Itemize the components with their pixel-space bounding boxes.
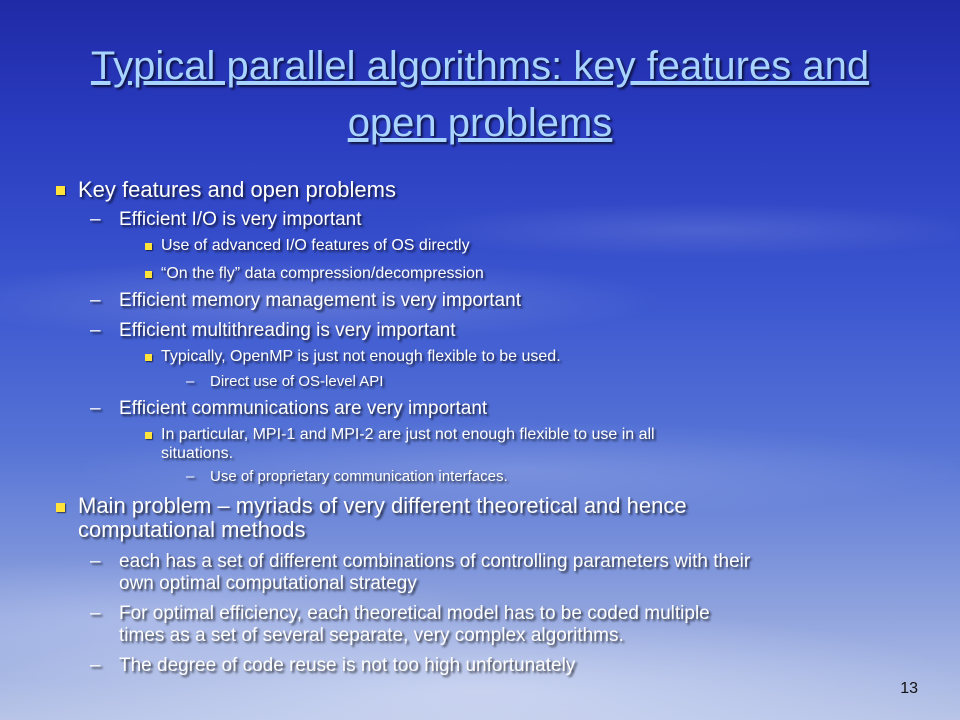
square-bullet-icon [145,243,152,250]
square-bullet-icon [56,503,65,512]
sub-bullet-optimal-efficiency: For optimal efficiency, each theoretical model has to be coded multiple [119,603,710,624]
bullet-main-problem: Main problem – myriads of very different theoretical and hence [78,493,687,518]
sub-bullet-code-reuse: The degree of code reuse is not too high unfortunately [119,655,576,676]
sub-bullet-memory: Efficient memory management is very important [119,290,521,311]
dash-bullet-icon: – [186,468,195,485]
dash-bullet-icon: – [90,398,101,419]
dash-bullet-icon: – [90,603,101,624]
dash-bullet-icon: – [90,551,101,572]
sub-sub-bullet-compression: “On the fly” data compression/decompression [161,265,484,282]
sub-bullet-parameters: each has a set of different combinations of controlling parameters with their [119,551,751,572]
square-bullet-icon [56,186,65,195]
sub-sub-bullet-openmp: Typically, OpenMP is just not enough flexible to be used. [161,348,561,365]
dash-bullet-icon: – [186,373,195,390]
sub-bullet-efficient-io: Efficient I/O is very important [119,209,362,230]
sub-bullet-parameters-cont: own optimal computational strategy [119,573,417,594]
dash-bullet-icon: – [90,320,101,341]
sub-sub-bullet-mpi-cont: situations. [161,445,234,462]
sub-sub-bullet-advanced-io: Use of advanced I/O features of OS directly [161,237,470,254]
dash-bullet-icon: – [90,290,101,311]
bullet-key-features: Key features and open problems [78,177,396,202]
slide-title[interactable]: Typical parallel algorithms: key features and open problems [90,44,870,145]
level4-proprietary: Use of proprietary communication interfaces. [210,468,508,485]
sub-bullet-multithreading: Efficient multithreading is very important [119,320,456,341]
level4-os-api: Direct use of OS-level API [210,373,384,390]
sub-sub-bullet-mpi: In particular, MPI-1 and MPI-2 are just not enough flexible to use in all [161,426,655,443]
square-bullet-icon [145,354,152,361]
dash-bullet-icon: – [90,209,101,230]
square-bullet-icon [145,271,152,278]
dash-bullet-icon: – [90,655,101,676]
page-number: 13 [900,680,918,697]
sub-bullet-optimal-efficiency-cont: times as a set of several separate, very complex algorithms. [119,625,624,646]
sub-bullet-communications: Efficient communications are very important [119,398,488,419]
square-bullet-icon [145,432,152,439]
bullet-main-problem-cont: computational methods [78,517,306,542]
